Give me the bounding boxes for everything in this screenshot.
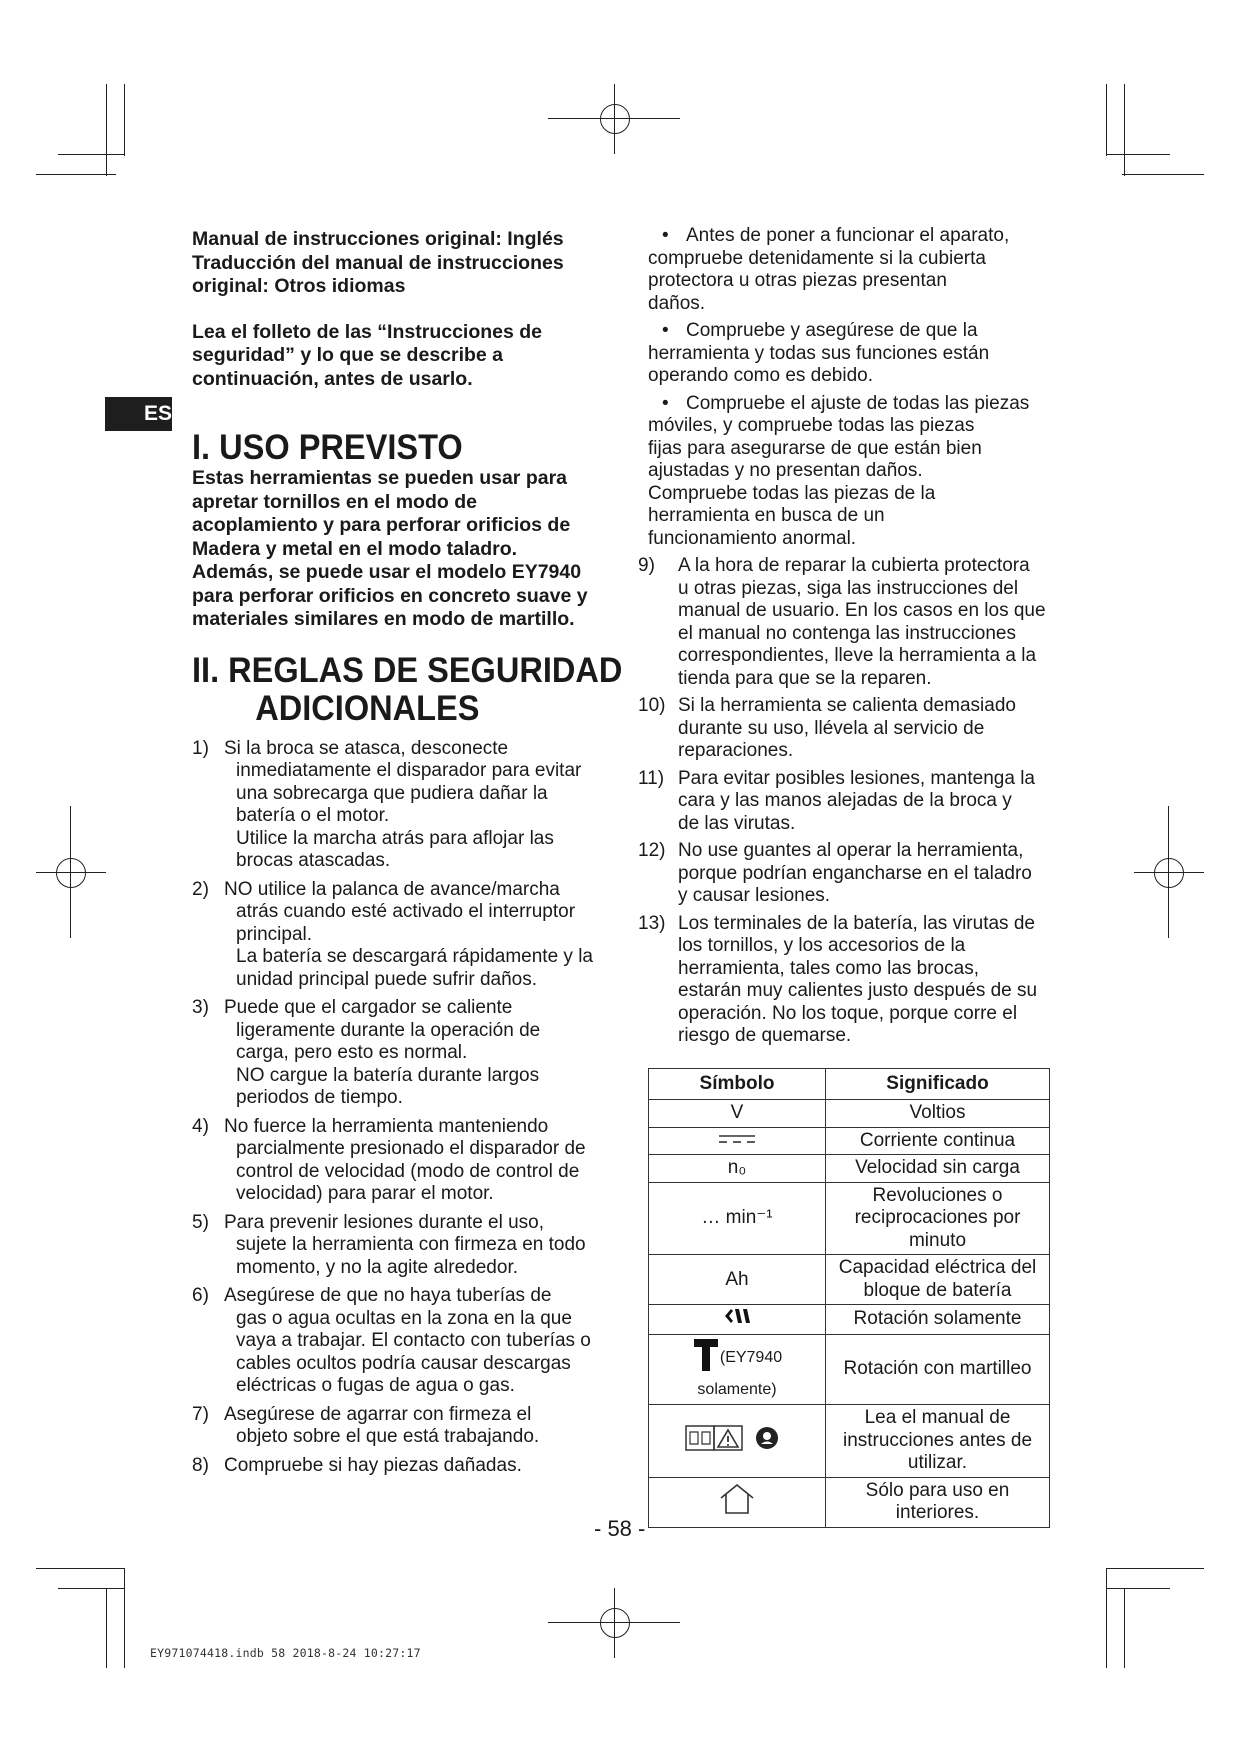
table-row bbox=[649, 1127, 1050, 1155]
symbol-cell bbox=[649, 1127, 826, 1155]
bullet-text-line: Compruebe todas las piezas de la bbox=[648, 482, 936, 504]
list-item bbox=[192, 1116, 612, 1206]
section-1-body: Estas herramientas se pueden usar para apretar tornillos en el modo de acoplamiento y para perforar orificios de Madera y metal en el modo taladro. Además, se puede usar el modelo EY7940 para perforar orificios en concreto suave y materiales similares en modo de martillo. bbox=[192, 467, 588, 630]
item-text-line: unidad principal puede sufrir daños. bbox=[236, 968, 538, 990]
item-text-line: No use guantes al operar la herramienta, bbox=[678, 840, 1024, 861]
list-item bbox=[192, 997, 612, 1110]
item-text-line: Utilice la marcha atrás para aflojar las bbox=[236, 827, 554, 849]
symbol-cell bbox=[649, 1405, 826, 1478]
bullet-text-line: compruebe detenidamente si la cubierta bbox=[648, 247, 986, 269]
symbol-cell bbox=[649, 1255, 826, 1305]
item-text-line: el manual no contenga las instrucciones bbox=[678, 622, 1016, 644]
item-number: 12) bbox=[638, 840, 666, 861]
item-text-line: La batería se descargará rápidamente y la bbox=[236, 946, 593, 967]
meaning-cell bbox=[826, 1334, 1050, 1404]
item-text-line: reparaciones. bbox=[678, 740, 794, 761]
symbol-text: (EY7940 solamente) bbox=[697, 1348, 783, 1399]
symbol-cell bbox=[649, 1305, 826, 1335]
item-text-line: tienda para que se la reparen. bbox=[678, 667, 932, 689]
list-item bbox=[638, 768, 1078, 836]
list-item bbox=[192, 1404, 612, 1449]
item-text-line: ligeramente durante la operación de bbox=[236, 1019, 541, 1041]
bullet-text-line: fijas para asegurarse de que están bien bbox=[648, 437, 982, 459]
item-number: 13) bbox=[638, 912, 666, 934]
item-number: 10) bbox=[638, 695, 666, 716]
item-number: 1) bbox=[192, 737, 209, 759]
table-row bbox=[649, 1334, 1050, 1404]
item-text-line: Asegúrese de agarrar con firmeza el bbox=[224, 1403, 532, 1425]
meaning-line: bloque de batería bbox=[863, 1279, 1012, 1301]
table-row bbox=[649, 1255, 1050, 1305]
item-text-line: A la hora de reparar la cubierta protectora bbox=[678, 555, 1030, 576]
meaning-line: Revoluciones o bbox=[872, 1184, 1003, 1206]
bullet-text-line: funcionamiento anormal. bbox=[648, 527, 857, 549]
symbol-text: … min⁻¹ bbox=[701, 1207, 773, 1229]
symbol-cell bbox=[649, 1334, 826, 1404]
item-text-line: cables ocultos podría causar descargas bbox=[236, 1352, 571, 1374]
print-footer: EY971074418.indb 58 2018-8-24 10:27:17 bbox=[150, 1646, 421, 1660]
meaning-cell bbox=[826, 1305, 1050, 1335]
right-column bbox=[638, 225, 1078, 1053]
list-item bbox=[638, 695, 1078, 763]
item-text-line: estarán muy calientes justo después de su bbox=[678, 980, 1038, 1001]
bullet-text-line: herramienta en busca de un bbox=[648, 505, 885, 526]
symbol-cell bbox=[649, 1155, 826, 1183]
item-text-line: parcialmente presionado el disparador de bbox=[236, 1138, 586, 1159]
item-text-line: principal. bbox=[236, 923, 313, 945]
item-text-line: sujete la herramienta con firmeza en todo bbox=[236, 1234, 586, 1255]
item-text-line: periodos de tiempo. bbox=[236, 1087, 403, 1108]
item-text-line: u otras piezas, siga las instrucciones del bbox=[678, 577, 1019, 599]
item-text-line: NO cargue la batería durante largos bbox=[236, 1064, 540, 1086]
bullet-text-line: Compruebe y asegúrese de que la bbox=[686, 320, 978, 341]
item-text-line: herramienta, tales como las brocas, bbox=[678, 957, 979, 979]
item-text-line: Compruebe si hay piezas dañadas. bbox=[224, 1454, 522, 1476]
meaning-line: reciprocaciones por bbox=[854, 1207, 1021, 1229]
meaning-cell bbox=[826, 1155, 1050, 1183]
bullet-text-line: ajustadas y no presentan daños. bbox=[648, 460, 923, 481]
bullet-text-line: Antes de poner a funcionar el aparato, bbox=[686, 225, 1010, 246]
bullet-text-line: daños. bbox=[648, 292, 706, 314]
item-text-line: momento, y no la agite alrededor. bbox=[236, 1256, 519, 1278]
item-text-line: vaya a trabajar. El contacto con tuberías o bbox=[236, 1330, 591, 1351]
meaning-line: Corriente continua bbox=[859, 1129, 1016, 1151]
item-number: 4) bbox=[192, 1115, 209, 1137]
list-item bbox=[638, 913, 1078, 1048]
table-row bbox=[649, 1305, 1050, 1335]
item-text-line: de las virutas. bbox=[678, 812, 796, 834]
meaning-line: Velocidad sin carga bbox=[855, 1157, 1020, 1179]
item-number: 2) bbox=[192, 878, 209, 900]
intro-paragraph-2: Lea el folleto de las “Instrucciones de seguridad” y lo que se describe a continuación, antes de usarlo. bbox=[192, 320, 543, 390]
item-text-line: Los terminales de la batería, las virutas de bbox=[678, 912, 1035, 934]
indoor-house-icon bbox=[717, 1482, 757, 1523]
item-text-line: cara y las manos alejadas de la broca y bbox=[678, 790, 1012, 811]
item-text-line: y causar lesiones. bbox=[678, 885, 831, 906]
meaning-cell bbox=[826, 1255, 1050, 1305]
item-number: 3) bbox=[192, 997, 209, 1018]
manual-warning-icons bbox=[682, 1422, 792, 1461]
bullet-text-line: protectora u otras piezas presentan bbox=[648, 270, 947, 291]
page-number: - 58 - bbox=[594, 1516, 646, 1541]
dc-current-icon bbox=[717, 1130, 757, 1153]
rotation-icon bbox=[723, 1307, 751, 1332]
item-text-line: gas o agua ocultas en la zona en la que bbox=[236, 1307, 572, 1329]
meaning-cell bbox=[826, 1477, 1050, 1527]
table-header: Símbolo bbox=[649, 1069, 826, 1100]
item-text-line: los tornillos, y los accesorios de la bbox=[678, 935, 966, 956]
hammer-icon bbox=[692, 1337, 720, 1380]
item-number: 6) bbox=[192, 1285, 209, 1306]
bullet-list bbox=[648, 225, 1078, 550]
table-row bbox=[649, 1405, 1050, 1478]
item-number: 9) bbox=[638, 555, 655, 576]
list-item bbox=[192, 738, 612, 873]
item-text-line: velocidad) para parar el motor. bbox=[236, 1183, 494, 1204]
table-header: Significado bbox=[826, 1069, 1050, 1100]
table-header-row bbox=[649, 1069, 1050, 1100]
item-text-line: operación. No los toque, porque corre el bbox=[678, 1002, 1018, 1024]
item-text-line: NO utilice la palanca de avance/marcha bbox=[224, 878, 560, 900]
list-item bbox=[192, 1285, 612, 1398]
item-text-line: control de velocidad (modo de control de bbox=[236, 1160, 580, 1182]
item-text-line: porque podrían engancharse en el taladro bbox=[678, 862, 1032, 884]
bullet-icon: • bbox=[662, 320, 669, 341]
item-text-line: riesgo de quemarse. bbox=[678, 1025, 852, 1046]
bullet-item bbox=[648, 320, 1078, 388]
meaning-line: Lea el manual de bbox=[864, 1407, 1011, 1429]
list-item bbox=[638, 555, 1078, 690]
item-text-line: Asegúrese de que no haya tuberías de bbox=[224, 1285, 552, 1306]
symbol-cell bbox=[649, 1182, 826, 1255]
meaning-cell bbox=[826, 1182, 1050, 1255]
item-text-line: correspondientes, lleve la herramienta a la bbox=[678, 645, 1037, 666]
item-text-line: una sobrecarga que pudiera dañar la bbox=[236, 782, 548, 804]
item-text-line: No fuerce la herramienta manteniendo bbox=[224, 1115, 549, 1137]
list-item bbox=[638, 840, 1078, 908]
intro-paragraph-1: Manual de instrucciones original: Inglés Traducción del manual de instrucciones original: Otros idiomas bbox=[192, 228, 564, 297]
item-text-line: durante su uso, llévela al servicio de bbox=[678, 717, 985, 739]
meaning-cell bbox=[826, 1100, 1050, 1128]
bullet-text-line: Compruebe el ajuste de todas las piezas bbox=[686, 392, 1030, 414]
bullet-icon: • bbox=[662, 225, 669, 246]
item-text-line: Si la herramienta se calienta demasiado bbox=[678, 695, 1016, 716]
item-text-line: carga, pero esto es normal. bbox=[236, 1042, 468, 1063]
item-text-line: objeto sobre el que está trabajando. bbox=[236, 1426, 540, 1447]
item-text-line: Si la broca se atasca, desconecte bbox=[224, 737, 509, 759]
item-text-line: atrás cuando esté activado el interruptor bbox=[236, 901, 576, 922]
item-text-line: Puede que el cargador se caliente bbox=[224, 997, 513, 1018]
meaning-line: Rotación con martilleo bbox=[843, 1358, 1032, 1380]
item-number: 7) bbox=[192, 1403, 209, 1425]
bullet-item bbox=[648, 393, 1078, 551]
symbol-cell bbox=[649, 1100, 826, 1128]
bullet-item bbox=[648, 225, 1078, 315]
meaning-line: Voltios bbox=[909, 1102, 966, 1123]
left-column bbox=[192, 228, 623, 1483]
item-text-line: manual de usuario. En los casos en los que bbox=[678, 600, 1046, 621]
bullet-icon: • bbox=[662, 392, 669, 414]
list-item bbox=[192, 1455, 612, 1478]
meaning-cell bbox=[826, 1405, 1050, 1478]
symbol-text: V bbox=[730, 1102, 744, 1123]
item-text-line: batería o el motor. bbox=[236, 805, 390, 826]
item-text-line: inmediatamente el disparador para evitar bbox=[236, 760, 582, 781]
bullet-text-line: operando como es debido. bbox=[648, 365, 873, 386]
item-number: 11) bbox=[638, 767, 665, 789]
meaning-line: instrucciones antes de bbox=[842, 1429, 1033, 1451]
meaning-cell bbox=[826, 1127, 1050, 1155]
item-text-line: Para prevenir lesiones durante el uso, bbox=[224, 1211, 545, 1233]
section-1-title: I. USO PREVISTO bbox=[192, 428, 463, 467]
meaning-line: interiores. bbox=[895, 1502, 980, 1524]
language-tab: ES bbox=[105, 397, 172, 431]
section-2-title: II. REGLAS DE SEGURIDAD ADICIONALES bbox=[192, 650, 623, 728]
rules-list-right bbox=[638, 555, 1078, 1048]
table-row bbox=[649, 1477, 1050, 1527]
rules-list-left bbox=[192, 738, 612, 1478]
meaning-line: Capacidad eléctrica del bbox=[838, 1257, 1037, 1279]
list-item bbox=[192, 1212, 612, 1280]
item-number: 5) bbox=[192, 1211, 209, 1233]
item-text-line: Para evitar posibles lesiones, mantenga la bbox=[678, 767, 1035, 789]
table-row bbox=[649, 1155, 1050, 1183]
meaning-line: Sólo para uso en bbox=[865, 1479, 1010, 1501]
list-item bbox=[192, 879, 612, 992]
bullet-text-line: móviles, y compruebe todas las piezas bbox=[648, 415, 975, 436]
symbol-cell bbox=[649, 1477, 826, 1527]
item-text-line: eléctricas o fugas de agua o gas. bbox=[236, 1375, 515, 1396]
meaning-line: minuto bbox=[908, 1229, 967, 1251]
symbol-text: Ah bbox=[725, 1268, 749, 1290]
table-row bbox=[649, 1182, 1050, 1255]
meaning-line: utilizar. bbox=[907, 1452, 968, 1474]
item-number: 8) bbox=[192, 1454, 209, 1476]
symbol-text: n₀ bbox=[727, 1157, 747, 1179]
symbol-table bbox=[648, 1068, 1050, 1528]
item-text-line: brocas atascadas. bbox=[236, 850, 391, 871]
meaning-line: Rotación solamente bbox=[853, 1308, 1022, 1330]
bullet-text-line: herramienta y todas sus funciones están bbox=[648, 342, 990, 364]
table-row bbox=[649, 1100, 1050, 1128]
